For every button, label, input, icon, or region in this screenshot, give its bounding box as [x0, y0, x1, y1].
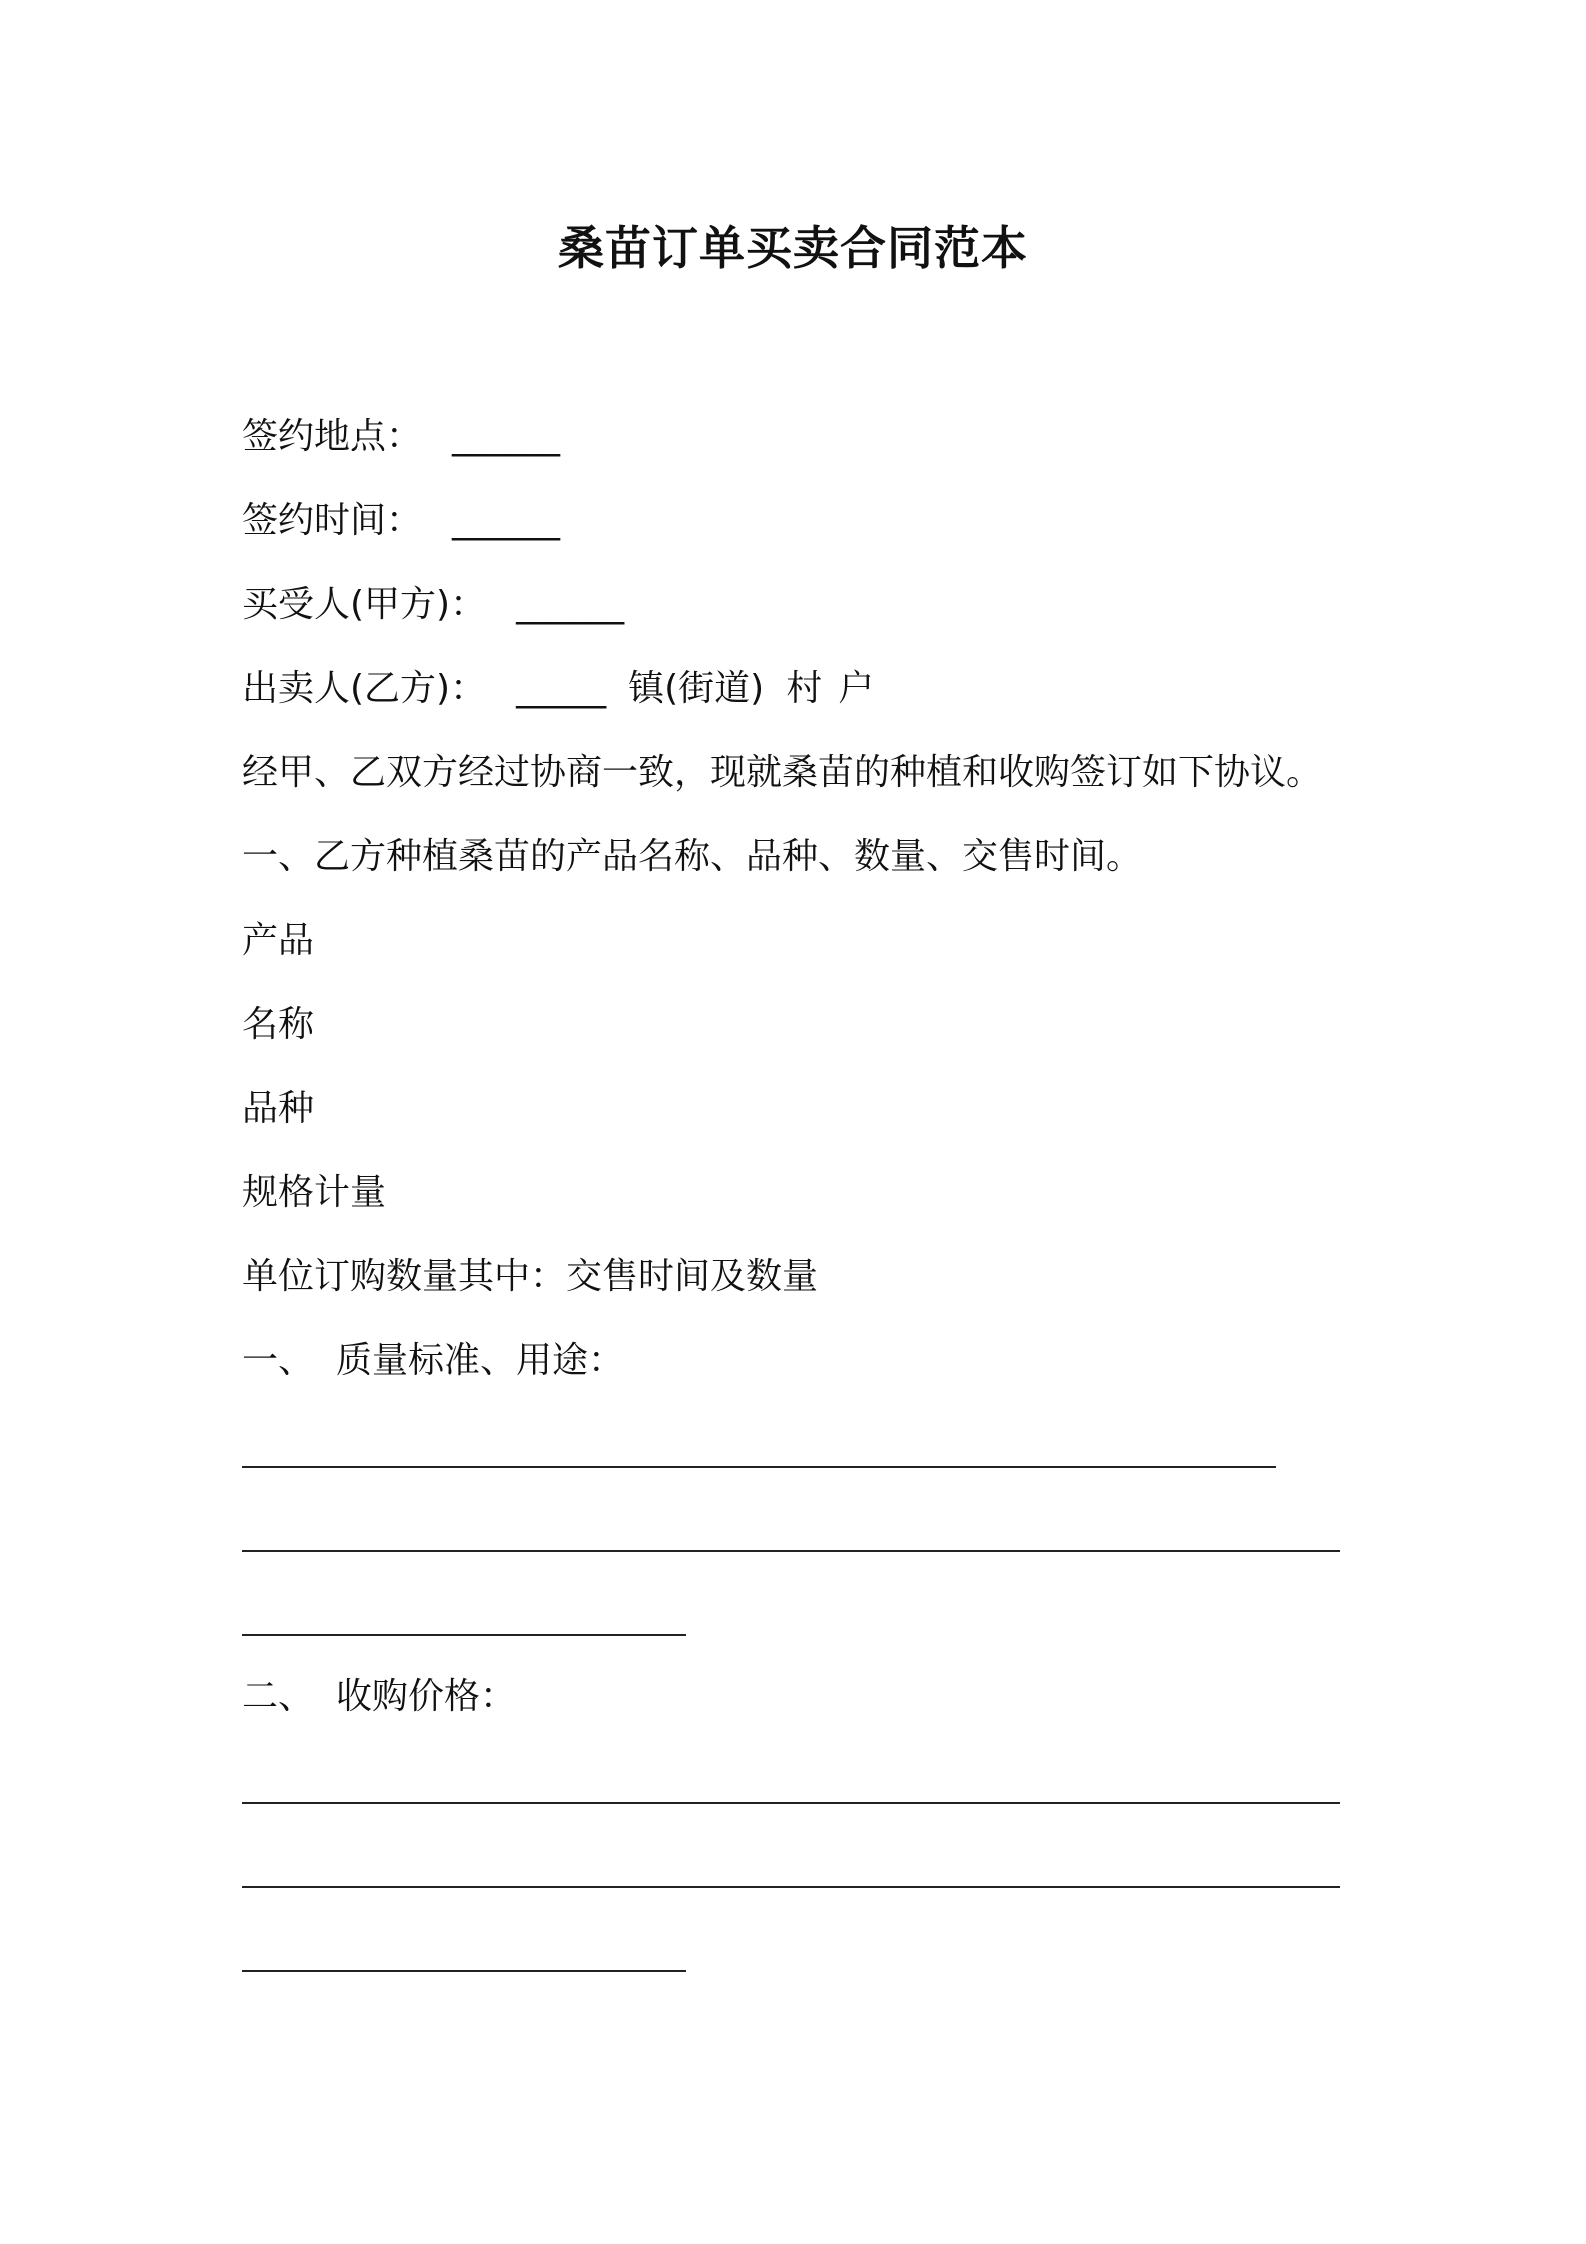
seller-village: 村	[786, 668, 823, 709]
label-product: 产品	[242, 920, 315, 961]
section-1-heading: 一、乙方种植桑苗的产品名称、品种、数量、交售时间。	[242, 836, 1143, 877]
signing-time-value[interactable]: ______	[452, 500, 561, 541]
signing-time-row	[242, 499, 560, 543]
label-order-quantity: 单位订购数量其中：交售时间及数量	[242, 1256, 819, 1297]
quality-blank-line-2[interactable]	[242, 1550, 1340, 1552]
document-title: 桑苗订单买卖合同范本	[558, 221, 1028, 275]
seller-household: 户	[838, 668, 875, 709]
buyer-value[interactable]: ______	[516, 584, 625, 625]
price-section-title: 收购价格：	[336, 1676, 517, 1717]
label-name: 名称	[242, 1004, 315, 1045]
buyer-label: 买受人(甲方)：	[242, 584, 487, 625]
signing-place-label: 签约地点：	[242, 416, 423, 457]
buyer-row	[242, 583, 624, 627]
price-blank-line-2[interactable]	[242, 1886, 1340, 1888]
quality-section-heading	[242, 1339, 624, 1383]
signing-place-value[interactable]: ______	[452, 416, 561, 457]
signing-place-row	[242, 415, 560, 459]
quality-blank-line-3[interactable]	[242, 1634, 686, 1636]
quality-blank-line-1[interactable]	[242, 1466, 1276, 1468]
seller-town: 镇(街道)	[628, 668, 765, 709]
price-blank-line-1[interactable]	[242, 1802, 1340, 1804]
label-variety: 品种	[242, 1088, 315, 1129]
label-spec: 规格计量	[242, 1172, 387, 1213]
price-blank-line-3[interactable]	[242, 1970, 686, 1972]
quality-section-title: 质量标准、用途：	[336, 1340, 625, 1381]
quality-section-number: 一、	[242, 1340, 315, 1381]
intro-paragraph: 经甲、乙双方经过协商一致，现就桑苗的种植和收购签订如下协议。	[242, 752, 1323, 793]
price-section-number: 二、	[242, 1676, 315, 1717]
price-section-heading	[242, 1675, 516, 1719]
seller-label: 出卖人(乙方)：	[242, 668, 487, 709]
signing-time-label: 签约时间：	[242, 500, 423, 541]
seller-row	[242, 667, 874, 711]
seller-value[interactable]: _____	[516, 668, 607, 709]
